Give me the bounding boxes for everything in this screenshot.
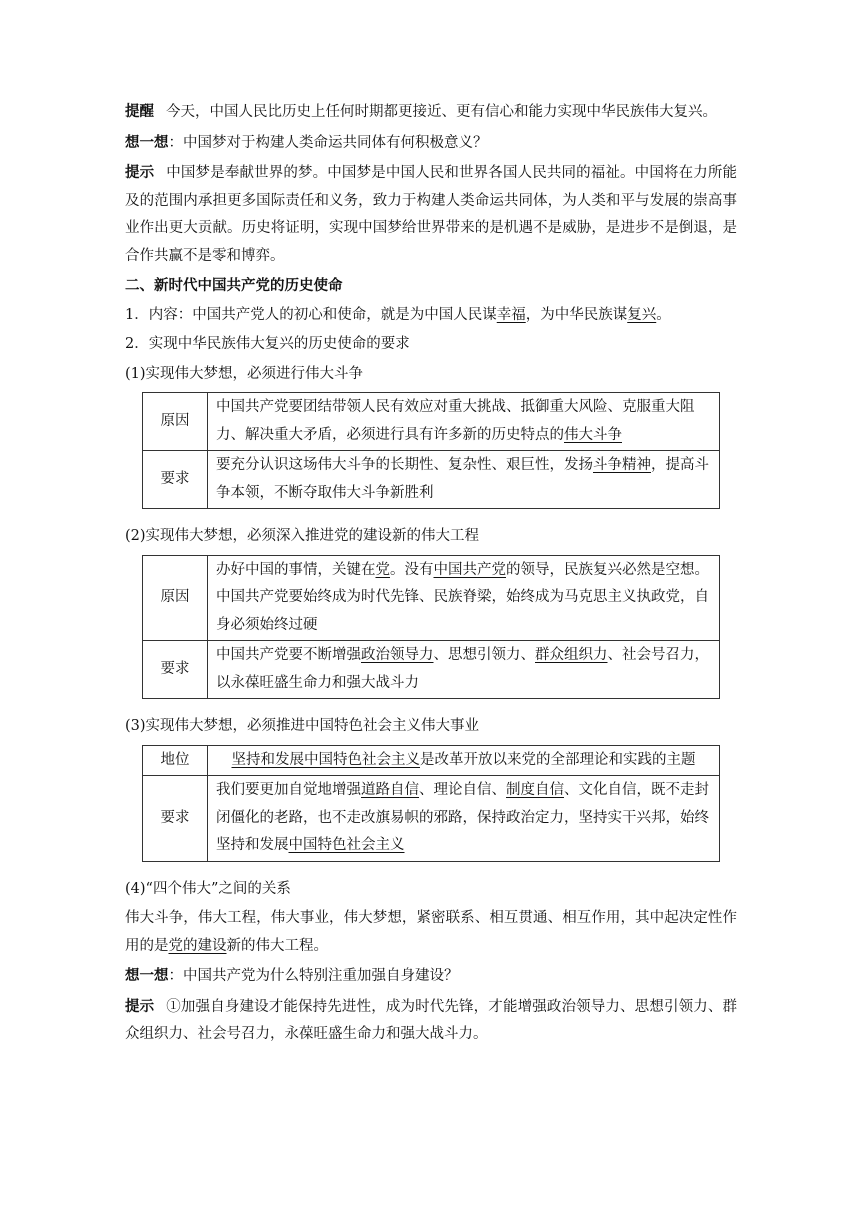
cell-text: ，提高斗争本领，不断夺取伟大斗争新胜利	[216, 457, 709, 501]
cell-text: 、理论自信、	[419, 782, 506, 798]
document-content	[125, 98, 737, 1049]
relation-paragraph	[125, 905, 737, 960]
table-row	[143, 776, 720, 862]
row-content-reason	[208, 555, 720, 641]
hint-text-1: 中国梦是奉献世界的梦。中国梦是中国人民和世界各国人民共同的福祉。中国将在力所能及的范围内承担更多国际责任和义务，致力于构建人类命运共同体，为人类和平与发展的崇高事业作出更大贡献。历史将证明，实现中国梦给世界带来的是机遇不是威胁，是进步不是倒退，是合作共赢不是零和博弈。	[125, 165, 738, 264]
cell-text: 中国共产党要不断增强	[216, 647, 361, 663]
row-label-requirement: 要求	[143, 776, 208, 862]
hint-tag-2: 提示	[125, 997, 155, 1015]
cell-text: 、文化自信，既不走封闭僵化的老路，也不走改旗易帜的邪路，保持政治定力，坚持实干兴邦，始终坚持和发展	[216, 782, 709, 853]
subheading-3: (3)实现伟大梦想，必须推进中国特色社会主义伟大事业	[125, 718, 480, 734]
row-label-status: 地位	[143, 745, 208, 776]
item1-underline-happiness: 幸福	[496, 306, 526, 323]
item1-underline-rejuvenation: 复兴	[627, 306, 657, 323]
cell-text: 我们要更加自觉地增强	[216, 782, 361, 798]
think-question-1	[125, 129, 737, 158]
relation-text-a: 伟大斗争，伟大工程，伟大事业，伟大梦想，紧密联系、相互贯通、相互作用，其中起决定性作用的是	[125, 910, 737, 954]
cell-text: 中国共产党要团结带领人民有效应对重大挑战、抵御重大风险、克服重大阻力、解决重大矛盾，必须进行具有许多新的历史特点的	[216, 399, 695, 443]
row-label-reason: 原因	[143, 393, 208, 451]
row-label-reason: 原因	[143, 555, 208, 641]
reminder-text: 今天，中国人民比历史上任何时期都更接近、更有信心和能力实现中华民族伟大复兴。	[166, 104, 717, 120]
cell-underline: 群众组织力	[535, 647, 608, 663]
cell-underline: 中国共产党	[433, 561, 506, 578]
cell-underline: 伟大斗争	[564, 426, 622, 443]
section-heading: 二、新时代中国共产党的历史使命	[125, 277, 343, 294]
table-row	[143, 451, 720, 509]
table-great-project	[142, 555, 720, 700]
reminder-paragraph	[125, 98, 737, 127]
row-label-requirement: 要求	[143, 451, 208, 509]
cell-underline: 党	[375, 561, 390, 578]
hint-paragraph-1	[125, 159, 737, 270]
hint-text-2: ①加强自身建设才能保持先进性，成为时代先锋，才能增强政治领导力、思想引领力、群众组织力、社会号召力，永葆旺盛生命力和强大战斗力。	[125, 998, 738, 1042]
table-great-cause	[142, 745, 720, 862]
cell-underline: 政治领导力	[361, 647, 434, 663]
item1-text-a: 1．内容：中国共产党人的初心和使命，就是为中国人民谋	[125, 306, 497, 323]
cell-underline: 制度自信	[506, 782, 564, 798]
row-content-requirement	[208, 776, 720, 862]
cell-text: 、社会号召力，以永葆旺盛生命力和强大战斗力	[216, 647, 709, 691]
think-text-1: ：中国梦对于构建人类命运共同体有何积极意义？	[168, 134, 488, 151]
table-great-struggle	[142, 392, 720, 509]
item1-text-c: 。	[656, 306, 671, 323]
cell-underline: 坚持和发展中国特色社会主义	[231, 751, 420, 768]
subheading-4: (4)“四个伟大”之间的关系	[125, 880, 291, 897]
think-tag-2: 想一想	[125, 967, 169, 984]
row-label-requirement: 要求	[143, 641, 208, 699]
hint-paragraph-2	[125, 993, 737, 1049]
subheading-1: (1)实现伟大梦想，必须进行伟大斗争	[125, 365, 364, 382]
relation-text-b: 新的伟大工程。	[226, 937, 328, 954]
table-row	[143, 393, 720, 451]
cell-text: 要充分认识这场伟大斗争的长期性、复杂性、艰巨性，发扬	[216, 457, 593, 473]
content-item-2: 2．实现中华民族伟大复兴的历史使命的要求	[125, 336, 410, 352]
cell-underline: 中国特色社会主义	[288, 837, 405, 853]
hint-tag-1: 提示	[125, 164, 155, 181]
cell-text: 的领导，民族复兴必然是空想。中国共产党要始终成为时代先锋、民族脊梁，始终成为马克思主义执政党，自身必须始终过硬	[216, 561, 709, 633]
think-text-2: ：中国共产党为什么特别注重加强自身建设？	[168, 968, 459, 984]
cell-text: 、思想引领力、	[433, 647, 535, 663]
row-content-status	[208, 745, 720, 776]
subheading-2: (2)实现伟大梦想，必须深入推进党的建设新的伟大工程	[125, 528, 480, 544]
table-row	[143, 555, 720, 641]
cell-underline: 斗争精神	[593, 457, 651, 473]
cell-text: 是改革开放以来党的全部理论和实践的主题	[420, 751, 696, 768]
content-item-1	[125, 302, 737, 330]
think-tag-1: 想一想	[125, 133, 169, 151]
row-content-requirement	[208, 451, 720, 509]
cell-text: 。没有	[390, 561, 434, 578]
row-content-requirement	[208, 641, 720, 699]
table-row	[143, 641, 720, 699]
row-content-reason	[208, 393, 720, 451]
cell-text: 办好中国的事情，关键在	[216, 561, 376, 578]
item1-text-b: ，为中华民族谋	[525, 306, 628, 323]
reminder-tag: 提醒	[125, 103, 154, 120]
think-question-2	[125, 962, 737, 991]
table-row	[143, 745, 720, 776]
relation-underline: 党的建设	[168, 937, 227, 954]
cell-underline: 道路自信	[361, 782, 419, 798]
